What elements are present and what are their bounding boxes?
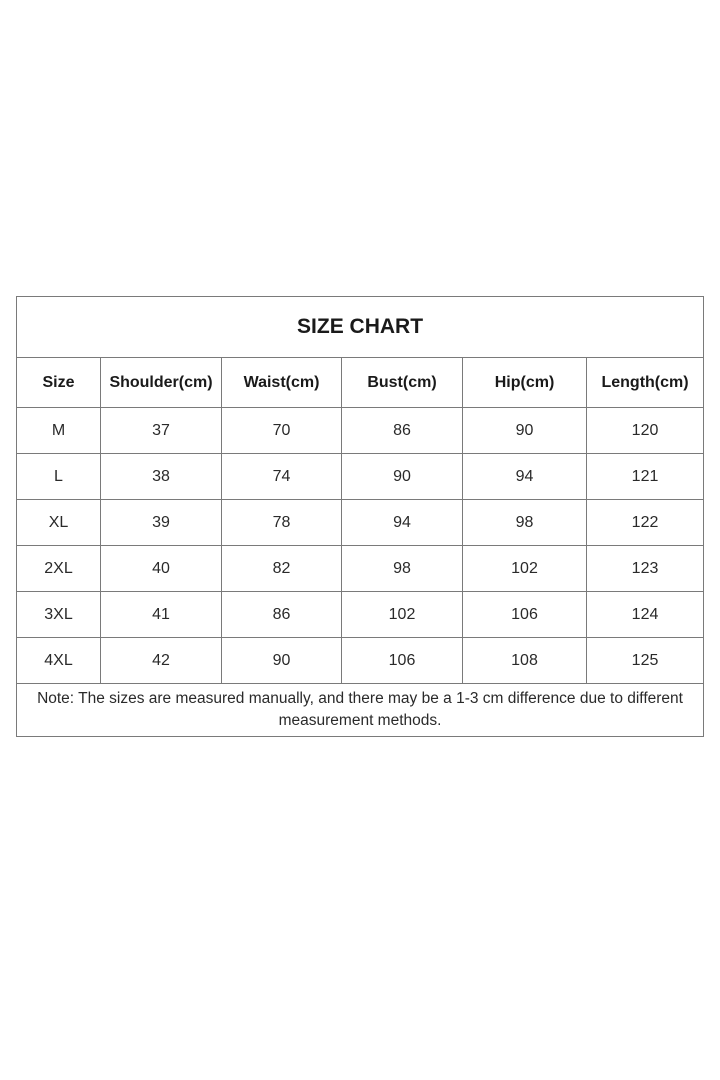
cell-bust: 102: [342, 592, 463, 638]
cell-size: 4XL: [17, 638, 101, 684]
header-waist: Waist(cm): [222, 358, 342, 408]
cell-shoulder: 37: [101, 408, 222, 454]
cell-length: 121: [587, 454, 704, 500]
cell-length: 123: [587, 546, 704, 592]
cell-length: 120: [587, 408, 704, 454]
header-size: Size: [17, 358, 101, 408]
cell-size: 2XL: [17, 546, 101, 592]
measurement-note: Note: The sizes are measured manually, and there may be a 1-3 cm difference due to different measurement methods.: [17, 684, 704, 737]
cell-hip: 98: [463, 500, 587, 546]
cell-bust: 98: [342, 546, 463, 592]
cell-hip: 90: [463, 408, 587, 454]
header-bust: Bust(cm): [342, 358, 463, 408]
cell-size: 3XL: [17, 592, 101, 638]
cell-waist: 90: [222, 638, 342, 684]
cell-hip: 102: [463, 546, 587, 592]
header-row: [17, 358, 704, 408]
cell-waist: 86: [222, 592, 342, 638]
cell-shoulder: 40: [101, 546, 222, 592]
cell-shoulder: 38: [101, 454, 222, 500]
cell-waist: 78: [222, 500, 342, 546]
table-row: [17, 454, 704, 500]
cell-length: 122: [587, 500, 704, 546]
cell-hip: 94: [463, 454, 587, 500]
cell-bust: 94: [342, 500, 463, 546]
cell-waist: 70: [222, 408, 342, 454]
cell-shoulder: 42: [101, 638, 222, 684]
header-length: Length(cm): [587, 358, 704, 408]
cell-bust: 86: [342, 408, 463, 454]
cell-shoulder: 41: [101, 592, 222, 638]
cell-hip: 106: [463, 592, 587, 638]
cell-shoulder: 39: [101, 500, 222, 546]
size-chart-table: [16, 296, 704, 737]
cell-waist: 74: [222, 454, 342, 500]
table-row: [17, 546, 704, 592]
table-row: [17, 408, 704, 454]
title-row: [17, 297, 704, 358]
table-row: [17, 638, 704, 684]
table-row: [17, 500, 704, 546]
cell-waist: 82: [222, 546, 342, 592]
cell-bust: 90: [342, 454, 463, 500]
note-row: [17, 684, 704, 737]
cell-size: M: [17, 408, 101, 454]
cell-bust: 106: [342, 638, 463, 684]
header-hip: Hip(cm): [463, 358, 587, 408]
cell-size: L: [17, 454, 101, 500]
header-shoulder: Shoulder(cm): [101, 358, 222, 408]
cell-size: XL: [17, 500, 101, 546]
chart-title: SIZE CHART: [17, 297, 704, 358]
table-row: [17, 592, 704, 638]
cell-length: 124: [587, 592, 704, 638]
cell-length: 125: [587, 638, 704, 684]
cell-hip: 108: [463, 638, 587, 684]
